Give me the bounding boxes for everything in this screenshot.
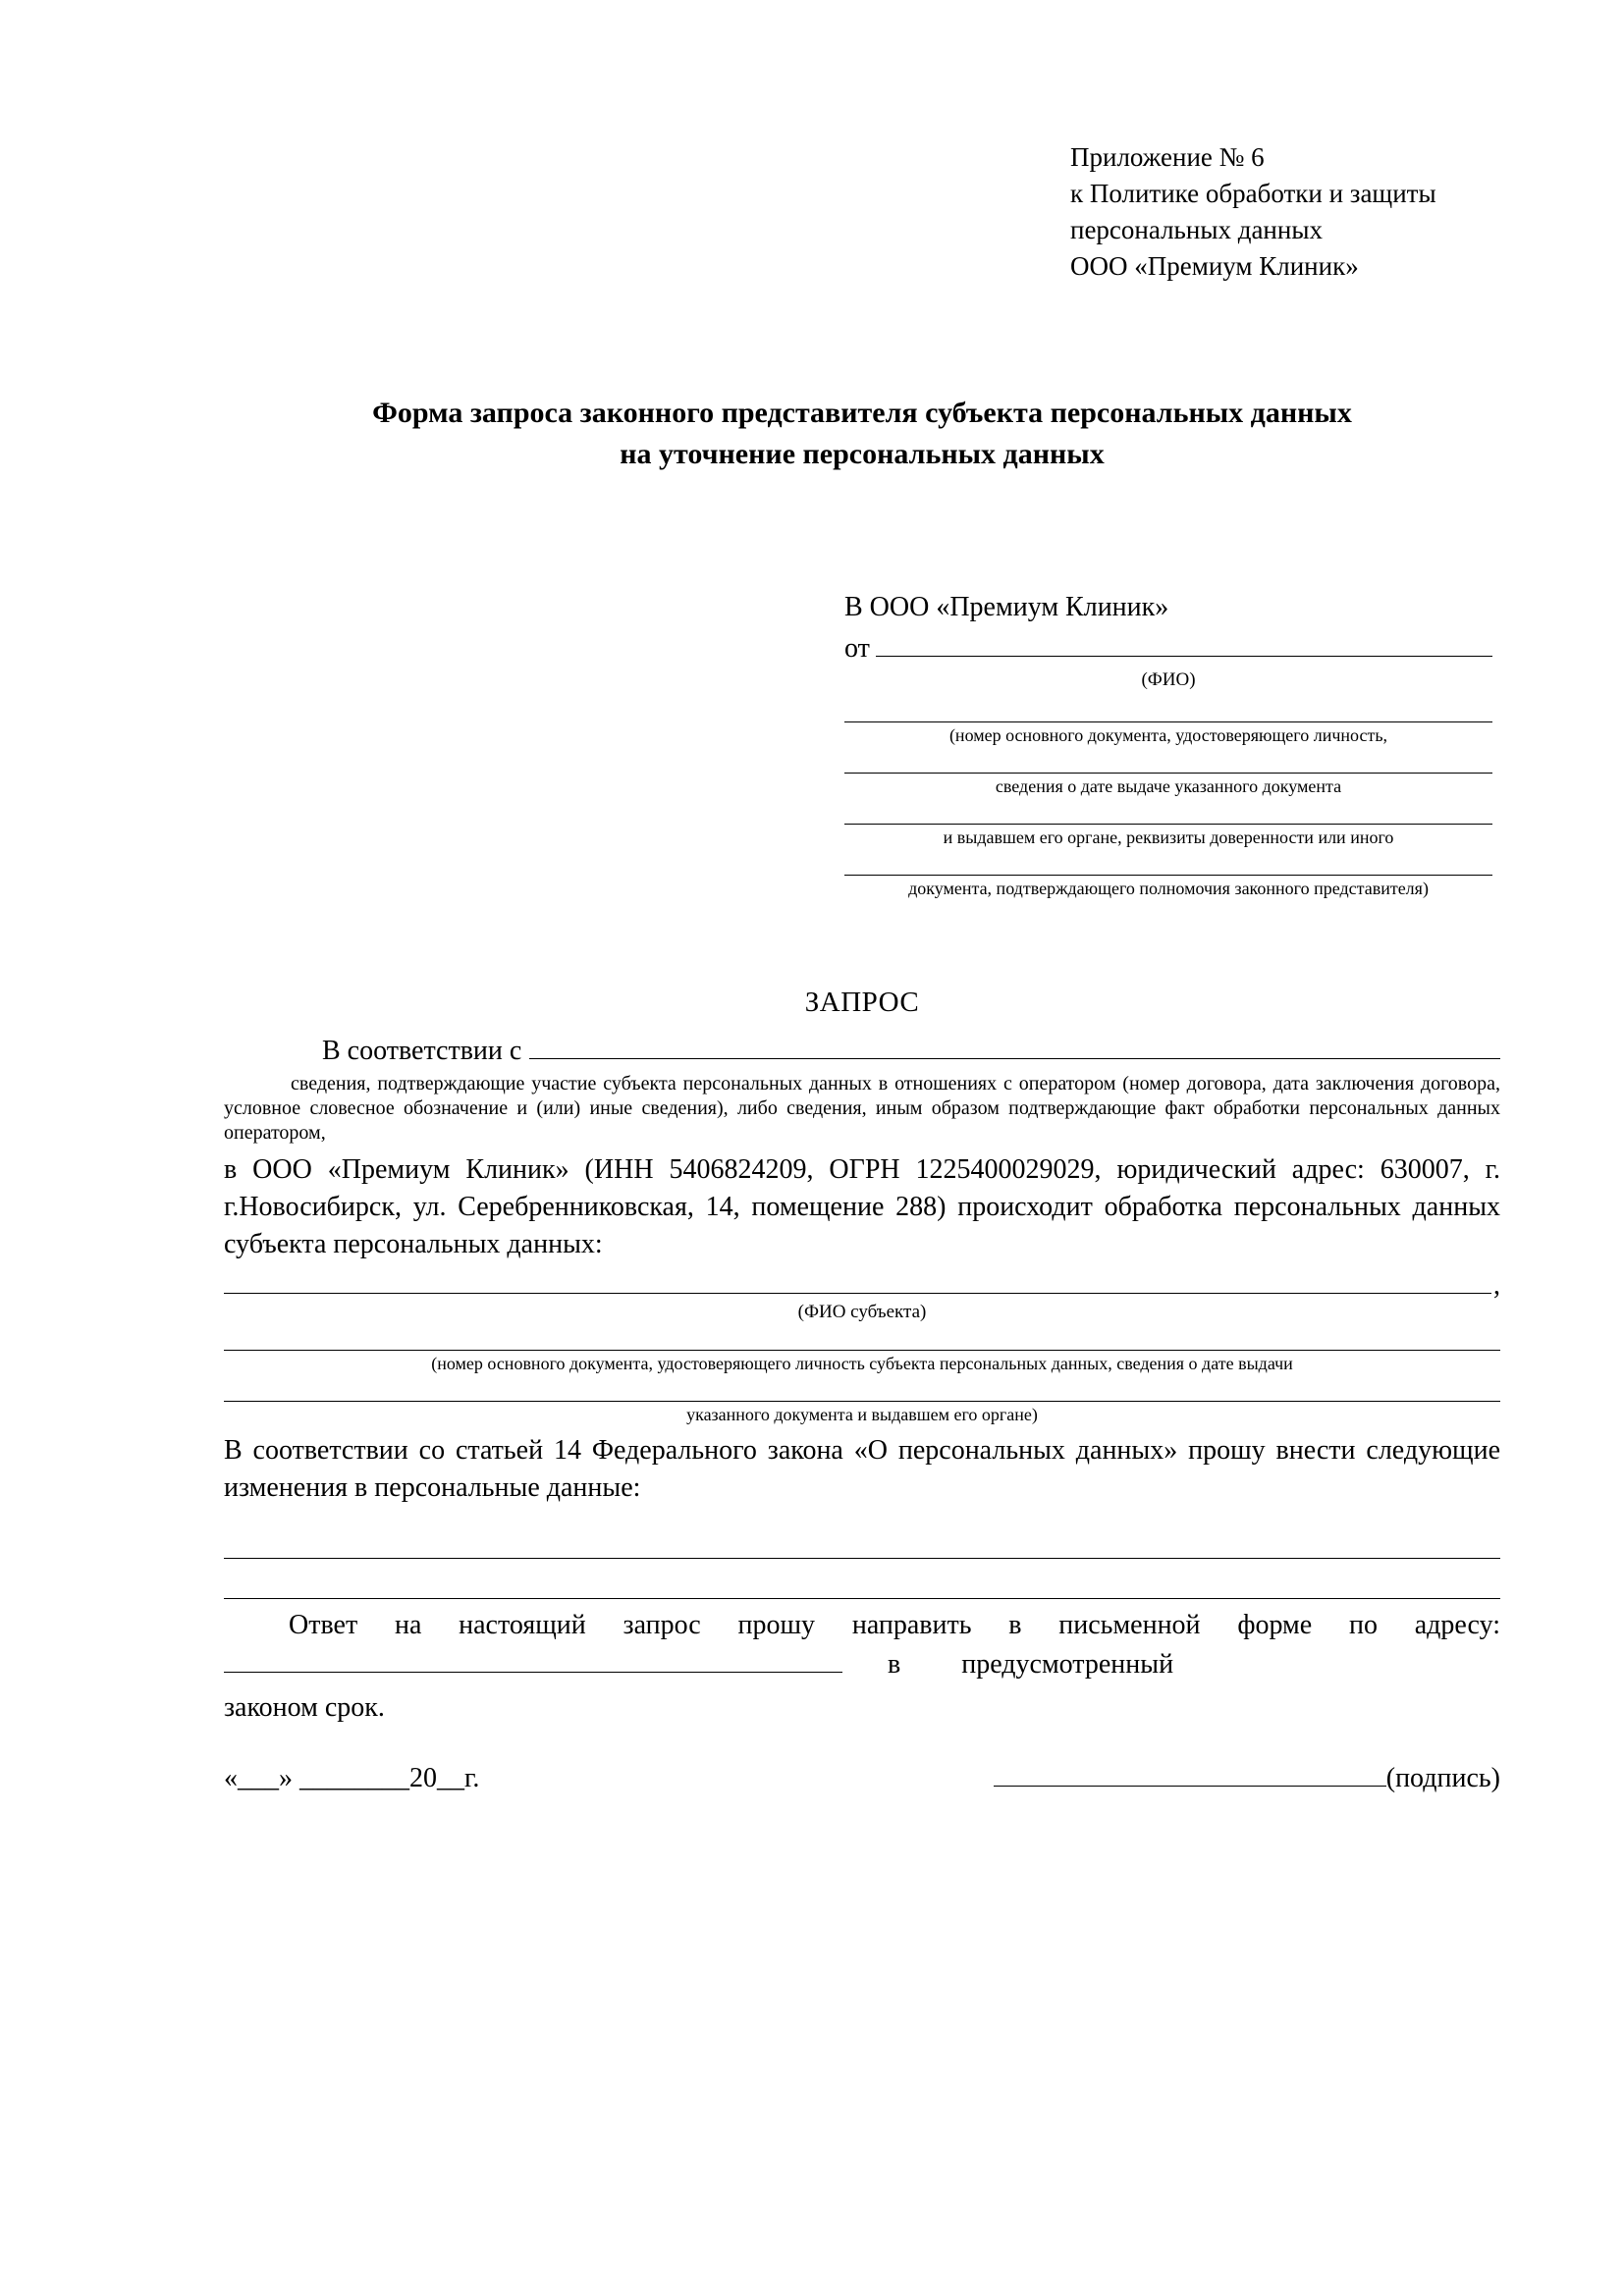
signature-row <box>224 1762 1500 1794</box>
changes-fill-line-1[interactable] <box>224 1528 1500 1559</box>
in-accordance-row <box>224 1033 1500 1070</box>
caption-doc-date: сведения о дате выдаче указанного документа <box>995 776 1342 796</box>
caption-doc-number: (номер основного документа, удостоверяющего личность, <box>948 725 1388 745</box>
caption-subject-doc-2: указанного документа и выдавшем его органе) <box>686 1405 1038 1424</box>
doc-number-fill-line[interactable] <box>844 692 1492 722</box>
law-paragraph: В соответствии со статьей 14 Федерального закона «О персональных данных» прошу внести следующие изменения в персональные данные: <box>224 1435 1500 1503</box>
appendix-header-line-4: ООО «Премиум Клиник» <box>1070 251 1359 281</box>
appendix-header-line-3: персональных данных <box>1070 215 1323 244</box>
doc-authority-fill-line[interactable] <box>844 849 1492 876</box>
operator-paragraph: в ООО «Премиум Клиник» (ИНН 5406824209, ОГРН 1225400029029, юридический адрес: 630007, г. г.Новосибирск, ул. Серебренниковская, 14, помещение 288) происходит обработка персональных данных субъекта персональных данных: <box>224 1154 1500 1259</box>
document-title-line-1: Форма запроса законного представителя субъекта персональных данных <box>372 397 1352 429</box>
from-row <box>844 630 1492 667</box>
answer-address-row <box>224 1646 1500 1683</box>
in-accordance-fill-line[interactable] <box>529 1035 1500 1059</box>
addressee-block <box>844 589 1492 900</box>
document-title <box>224 393 1500 475</box>
addressee-organization: В ООО «Премиум Клиник» <box>844 592 1169 622</box>
request-body <box>224 1033 1500 1727</box>
appendix-header-line-2: к Политике обработки и защиты <box>1070 179 1436 208</box>
subject-doc-fill-line[interactable] <box>224 1324 1500 1351</box>
answer-address-fill-line[interactable] <box>224 1646 842 1673</box>
request-heading: ЗАПРОС <box>804 987 920 1018</box>
subject-fio-row <box>224 1263 1500 1300</box>
in-accordance-label: В соответствии с <box>322 1036 522 1066</box>
doc-issuer-fill-line[interactable] <box>844 798 1492 825</box>
fineprint-text: сведения, подтверждающие участие субъекта персональных данных в отношениях с оператором (номер договора, дата заключения договора, условное словесное обозначение и (или) иные сведения), либо сведения, иным образом подтверждающие факт обработки персональных данных оператором, <box>224 1073 1500 1144</box>
caption-doc-issuer: и выдавшем его органе, реквизиты доверенности или иного <box>943 828 1394 847</box>
answer-word-2: предусмотренный <box>961 1649 1174 1680</box>
signature-fill-line[interactable] <box>994 1762 1386 1787</box>
caption-fio: (ФИО) <box>1141 669 1196 690</box>
caption-subject-fio: (ФИО субъекта) <box>797 1302 927 1322</box>
subject-fio-comma: , <box>1493 1270 1500 1301</box>
from-fill-line[interactable] <box>876 634 1492 657</box>
answer-word-1: в <box>888 1649 901 1680</box>
appendix-header <box>1070 139 1581 285</box>
answer-paragraph-text: Ответ на настоящий запрос прошу направить в письменной форме по адресу: <box>289 1610 1500 1640</box>
doc-date-fill-line[interactable] <box>844 747 1492 774</box>
signature-label: (подпись) <box>1385 1763 1500 1793</box>
answer-paragraph <box>224 1607 1500 1644</box>
changes-fill-line-2[interactable] <box>224 1569 1500 1599</box>
appendix-header-line-1: Приложение № 6 <box>1070 142 1265 172</box>
caption-doc-authority: документа, подтверждающего полномочия законного представителя) <box>908 879 1429 898</box>
answer-tail: законом срок. <box>224 1692 385 1723</box>
fineprint-note <box>224 1072 1500 1146</box>
from-label: от <box>844 633 870 664</box>
document-title-line-2: на уточнение персональных данных <box>620 438 1105 470</box>
date-field[interactable]: «___» ________20__г. <box>224 1763 480 1793</box>
caption-subject-doc: (номер основного документа, удостоверяющего личность субъекта персональных данных, сведения о дате выдачи <box>431 1354 1293 1373</box>
subject-fio-fill-line[interactable] <box>224 1263 1491 1294</box>
subject-doc-fill-line-2[interactable] <box>224 1375 1500 1402</box>
